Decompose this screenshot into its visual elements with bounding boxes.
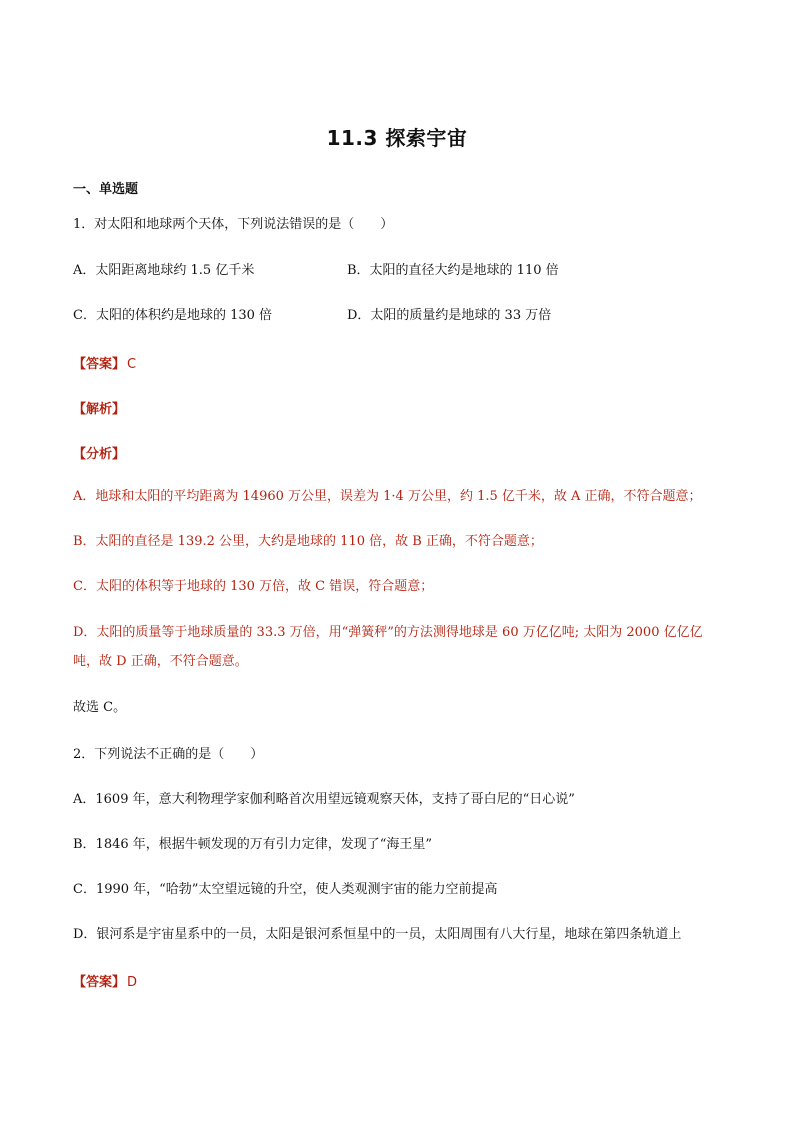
question-1-option-a: A．太阳距离地球约 1.5 亿千米	[73, 263, 255, 278]
explanation-line-d-cont: 吨，故 D 正确，不符合题意。	[73, 654, 248, 669]
question-1-option-c: C．太阳的体积约是地球的 130 倍	[73, 308, 273, 323]
explanation-line-b: B．太阳的直径是 139.2 公里，大约是地球的 110 倍，故 B 正确，不符合题意；	[73, 534, 543, 549]
question-2-option-c: C．1990 年，“哈勃”太空望远镜的升空，使人类观测宇宙的能力空前提高	[73, 882, 498, 897]
question-2-stem: 2．下列说法不正确的是（ ）	[73, 747, 264, 762]
analysis-label: 解析	[86, 402, 113, 417]
question-1-option-d: D．太阳的质量约是地球的 33 万倍	[347, 308, 552, 323]
explanation-line-c: C．太阳的体积等于地球的 130 万倍，故 C 错误，符合题意；	[73, 579, 434, 594]
question-1-option-b: B．太阳的直径大约是地球的 110 倍	[347, 263, 559, 278]
question-2-answer: 【答案】 D	[73, 975, 138, 990]
question-1-stem: 1．对太阳和地球两个天体，下列说法错误的是（ ）	[73, 217, 394, 232]
section-heading: 一、单选题	[73, 182, 139, 197]
question-1-answer: 【答案】 C	[73, 357, 137, 372]
question-1-fenxi-heading: 【分析】	[73, 447, 126, 462]
question-1-analysis-heading: 【解析】	[73, 402, 126, 417]
answer-value: D	[127, 975, 138, 990]
answer-value: C	[127, 357, 137, 372]
answer-label: 答案	[86, 357, 113, 372]
page-title: 11.3 探索宇宙	[326, 126, 468, 150]
explanation-line-a: A．地球和太阳的平均距离为 14960 万公里，误差为 1·4 万公里，约 1.5 亿千米，故 A 正确，不符合题意；	[73, 489, 702, 504]
question-2-option-d: D．银河系是宇宙星系中的一员，太阳是银河系恒星中的一员，太阳周围有八大行星，地球在第四条轨道上	[73, 927, 682, 942]
answer-label: 答案	[86, 975, 113, 990]
explanation-line-d: D．太阳的质量等于地球质量的 33.3 万倍，用“弹簧秤”的方法测得地球是 60 万亿亿吨; 太阳为 2000 亿亿亿	[73, 625, 703, 640]
fenxi-label: 分析	[86, 447, 113, 462]
question-2-option-a: A．1609 年，意大利物理学家伽利略首次用望远镜观察天体，支持了哥白尼的“日心说”	[73, 792, 575, 807]
question-2-option-b: B．1846 年，根据牛顿发现的万有引力定律，发现了“海王星”	[73, 837, 433, 852]
question-1-conclusion: 故选 C。	[73, 700, 127, 715]
